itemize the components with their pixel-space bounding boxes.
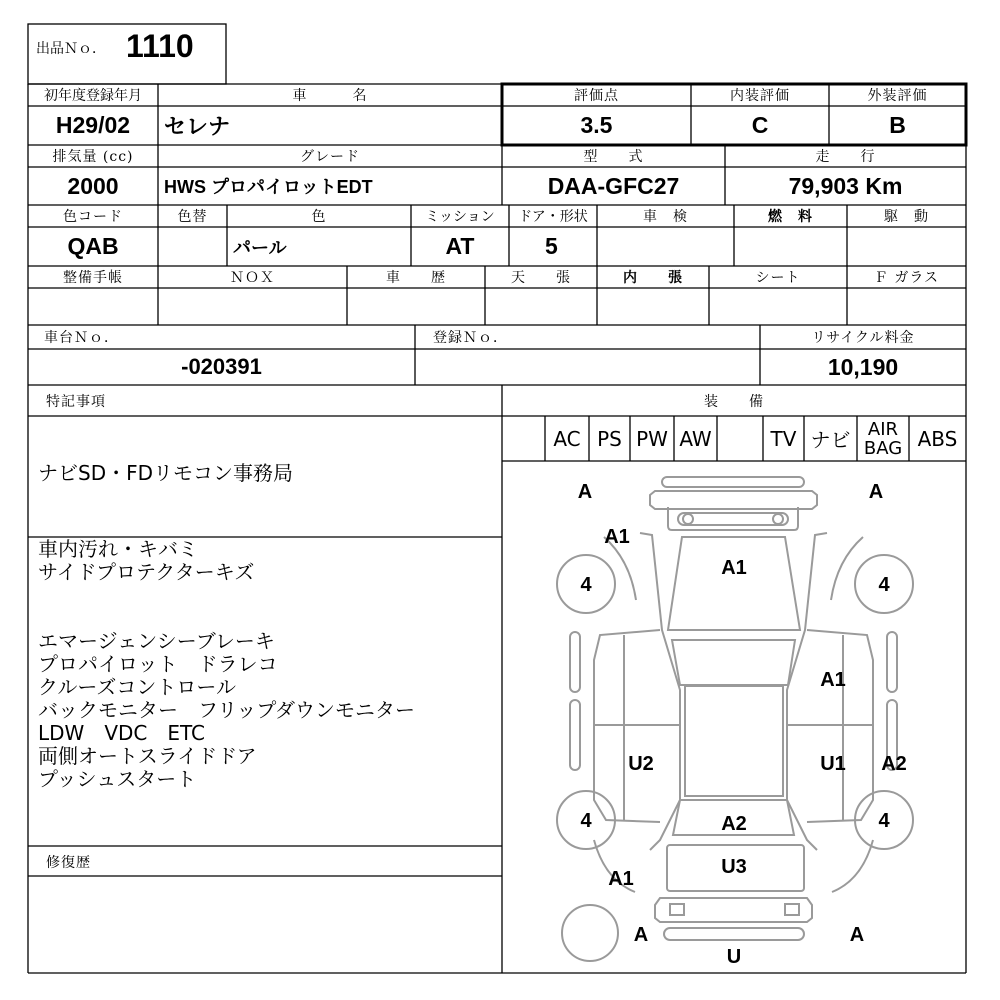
equipment-ac: AC xyxy=(553,426,581,451)
mark-side-right-outer: A2 xyxy=(881,753,907,775)
fuel-value xyxy=(734,227,847,266)
equipment-navi: ナビ xyxy=(810,428,851,452)
mark-roof-right: A1 xyxy=(820,669,846,691)
recycle-fee-label: リサイクル料金 xyxy=(811,330,915,346)
score-value: 3.5 xyxy=(580,112,613,138)
notes-label: 特記事項 xyxy=(46,394,106,410)
displacement-value: 2000 xyxy=(67,172,119,199)
lot-label: 出品Ｎｏ． xyxy=(36,41,106,57)
car-name-label: 車 名 xyxy=(292,88,368,104)
grade-label: グレード xyxy=(300,149,360,165)
door-value: 5 xyxy=(545,233,558,259)
car-name-value: セレナ xyxy=(164,114,231,139)
color-value: パール xyxy=(233,237,287,258)
notes-block: 車内汚れ・キバミ サイドプロテクターキズ エマージェンシーブレーキ プロパイロット ドラレコ クルーズコントロール バックモニター フリップダウンモニター LDW VDC ETC 両側オートスライドドア プッシュスタート xyxy=(38,537,415,791)
equipment-abs: ABS xyxy=(917,426,958,451)
mileage-label: 走 行 xyxy=(815,149,876,165)
seat-label: シート xyxy=(755,270,801,286)
mission-value: AT xyxy=(445,233,475,259)
equipment-label: 装 備 xyxy=(704,394,764,410)
equipment-ps: PS xyxy=(597,426,622,451)
interior-grade-value: C xyxy=(751,112,769,138)
interior-grade-label: 内装評価 xyxy=(730,88,790,104)
tire-rr-label: 4 xyxy=(878,810,890,832)
drive-label: 駆 動 xyxy=(884,209,929,225)
door-label: ドア・形状 xyxy=(518,209,588,225)
mileage-value: 79,903 Km xyxy=(788,172,903,199)
tire-fl-label: 4 xyxy=(580,574,592,596)
mark-bottom: U xyxy=(726,946,742,968)
exterior-grade-label: 外装評価 xyxy=(867,88,928,104)
mark-side-left: U2 xyxy=(628,753,654,775)
tire-fr-label: 4 xyxy=(878,574,890,596)
car-diagram xyxy=(502,461,966,973)
color-label: 色 xyxy=(311,209,327,225)
mark-rear-glass: U3 xyxy=(721,856,747,878)
exterior-grade-value: B xyxy=(889,112,906,138)
mark-front-right: A xyxy=(868,481,884,503)
inspection-value xyxy=(597,227,734,266)
repaint-label: 色替 xyxy=(177,209,208,225)
color-code-label: 色コード xyxy=(63,209,123,225)
repair-history-label: 修復歴 xyxy=(46,855,91,871)
recycle-fee-value: 10,190 xyxy=(827,353,899,380)
lot-number: 1110 xyxy=(126,28,194,64)
inspection-label: 車 検 xyxy=(643,209,688,225)
registration-label: 登録Ｎｏ． xyxy=(433,330,508,346)
equipment-tv: TV xyxy=(770,426,797,451)
drive-value xyxy=(847,227,966,266)
grade-value: HWS プロパイロットEDT xyxy=(164,177,373,197)
chassis-label: 車台Ｎｏ． xyxy=(44,330,119,346)
tire-rl-label: 4 xyxy=(580,810,592,832)
service-book-label: 整備手帳 xyxy=(63,270,123,286)
front-glass-label: Ｆ ガラス xyxy=(873,270,940,286)
model-value: DAA-GFC27 xyxy=(547,172,680,199)
repaint-value xyxy=(158,227,227,266)
mark-rear-left: A1 xyxy=(608,868,634,890)
notes-line-1: ナビSD・FDリモコン事務局 xyxy=(38,461,293,485)
registration-value xyxy=(415,349,760,385)
equipment-pw: PW xyxy=(636,426,668,451)
equipment-aw: AW xyxy=(679,426,712,451)
mark-front-left: A xyxy=(577,481,593,503)
chassis-value: -020391 xyxy=(181,354,262,379)
score-label: 評価点 xyxy=(574,88,619,104)
mark-hood: A1 xyxy=(721,557,747,579)
equipment-airbag: AIR BAG xyxy=(863,418,903,459)
reg-date-value: H29/02 xyxy=(55,112,131,138)
fuel-label: 燃 料 xyxy=(768,209,813,225)
nox-label: ＮＯＸ xyxy=(230,270,275,286)
history-label: 車 歴 xyxy=(386,270,446,286)
mark-fender-left: A1 xyxy=(604,526,630,548)
mark-bumper-left: A xyxy=(633,924,649,946)
reg-date-label: 初年度登録年月 xyxy=(44,88,142,104)
interior-trim-label: 内 張 xyxy=(623,270,683,286)
displacement-label: 排気量 (cc) xyxy=(52,149,134,165)
roof-trim-label: 天 張 xyxy=(511,270,571,286)
mark-rear-panel: A2 xyxy=(721,813,747,835)
color-code-value: QAB xyxy=(67,233,119,259)
model-label: 型 式 xyxy=(583,149,644,165)
mark-side-right: U1 xyxy=(820,753,846,775)
mission-label: ミッション xyxy=(425,209,495,225)
mark-bumper-right: A xyxy=(849,924,865,946)
